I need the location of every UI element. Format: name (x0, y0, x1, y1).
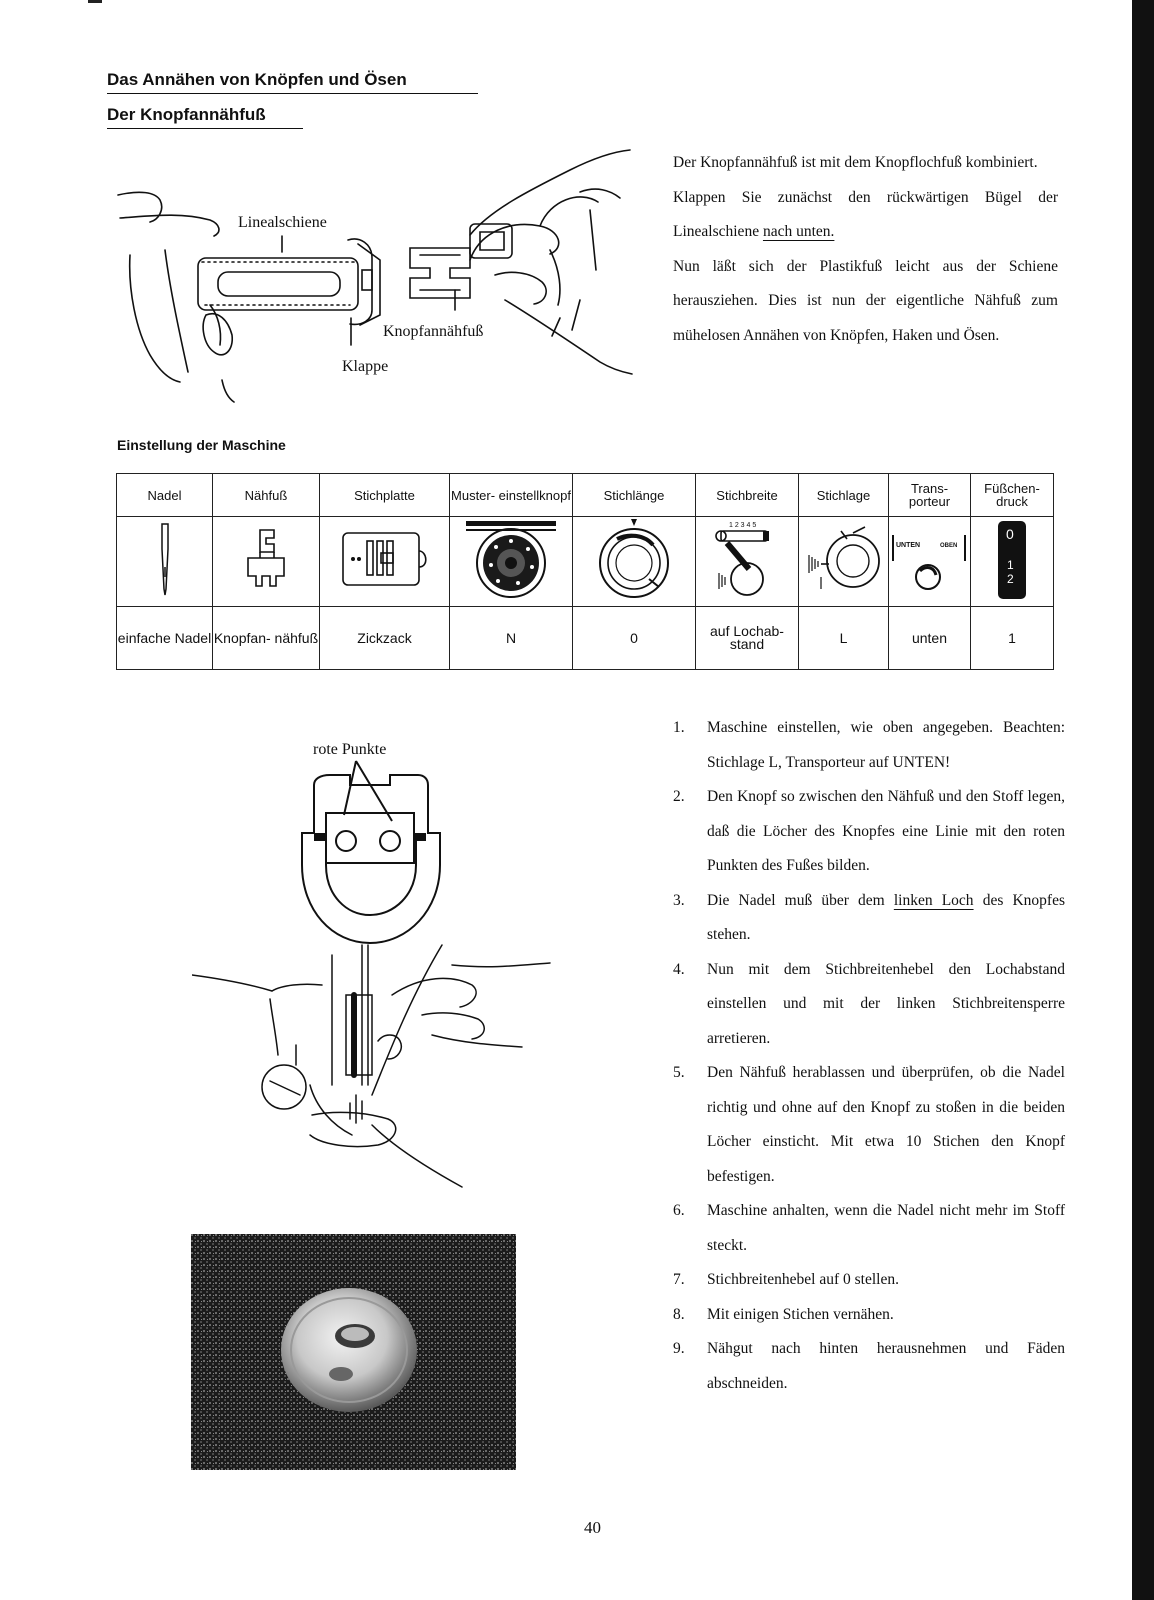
table-cell (450, 517, 573, 607)
step-text: des Knopfes stehen. (707, 891, 1065, 943)
step-number: 7. (673, 1271, 685, 1288)
column-header: Trans- porteur (889, 474, 971, 517)
list-item (673, 1332, 1065, 1401)
pressure-mark-0: 0 (1006, 526, 1014, 542)
step-number: 1. (673, 719, 685, 736)
scan-edge-bar (1132, 0, 1154, 1600)
pattern-dial-icon (456, 517, 566, 601)
sewing-button-illustration (192, 935, 552, 1190)
needle-plate-icon (337, 527, 433, 591)
machine-settings-table (116, 473, 1054, 670)
step-text: Maschine anhalten, wenn die Nadel nicht mehr im Stoff steckt. (707, 1202, 1065, 1254)
table-cell: L (799, 607, 889, 670)
red-points-label: rote Punkte (313, 741, 387, 758)
presser-foot-icon (236, 524, 296, 594)
step-number: 8. (673, 1305, 685, 1323)
table-cell: Knopfan- nähfuß (213, 607, 320, 670)
width-scale: 1 2 3 4 5 (729, 522, 757, 529)
intro-paragraph: Der Knopfannähfuß ist mit dem Knopflochfuß kombiniert. (673, 154, 1038, 171)
feed-up-label: OBEN (939, 543, 957, 549)
intro-paragraph (673, 181, 1058, 250)
list-item (673, 1298, 1065, 1333)
table-cell (889, 517, 971, 607)
intro-paragraph: Nun läßt sich der Plastikfuß leicht aus der Schiene herausziehen. Dies ist nun der eigentliche Nähfuß zum mühelosen Annähen von Knöpfen, Haken und Ösen. (673, 257, 1058, 344)
table-cell: Zickzack (320, 607, 450, 670)
intro-text (673, 146, 1058, 353)
page-number: 40 (584, 1518, 601, 1537)
flap-label: Klappe (342, 358, 389, 375)
step-number: 5. (673, 1064, 685, 1081)
foot-label: Knopfannähfuß (383, 323, 484, 340)
column-header: Stichplatte (320, 474, 450, 517)
step-text: Den Nähfuß herablassen und überprüfen, ob die Nadel richtig und ohne auf den Knopf zu stoßen in die beiden Löcher einsticht. Mit etwa 10 Stichen den Knopf befestigen. (707, 1064, 1065, 1185)
feed-down-label: UNTEN (895, 542, 920, 549)
column-header: Stichlage (799, 474, 889, 517)
rail-and-foot-illustration (110, 140, 640, 410)
list-item (673, 1194, 1065, 1263)
settings-heading: Einstellung der Maschine (117, 437, 286, 453)
rail-label: Linealschiene (238, 214, 327, 231)
step-number: 3. (673, 891, 685, 909)
column-header: Nähfuß (213, 474, 320, 517)
table-cell: N (450, 607, 573, 670)
table-cell (320, 517, 450, 607)
table-cell (573, 517, 696, 607)
table-cell (799, 517, 889, 607)
pressure-mark-2: 2 (1007, 572, 1014, 586)
table-cell: unten (889, 607, 971, 670)
instruction-list (673, 711, 1065, 1401)
table-cell: 0 (573, 607, 696, 670)
stitch-width-lever-icon (697, 517, 797, 601)
step-text: Nun mit dem Stichbreitenhebel den Lochabstand einstellen und mit der linken Stichbreitensperre arretieren. (707, 960, 1065, 1047)
table-icon-row (117, 517, 1054, 607)
column-header: Nadel (117, 474, 213, 517)
step-number: 4. (673, 960, 685, 978)
corner-mark (88, 0, 102, 3)
step-text: Nähgut nach hinten herausnehmen und Fäden abschneiden. (707, 1340, 1065, 1392)
stitch-length-dial-icon (589, 517, 679, 601)
step-number: 9. (673, 1340, 685, 1357)
list-item (673, 711, 1065, 780)
intro-text-segment: Klappen Sie zunächst den rückwärtigen Bügel der Linealschiene (673, 188, 1058, 240)
list-item (673, 953, 1065, 1057)
step-text: Stichbreitenhebel auf 0 stellen. (707, 1271, 899, 1288)
step-emphasis: linken Loch (893, 891, 974, 909)
page-title: Das Annähen von Knöpfen und Ösen (107, 70, 478, 94)
column-header: Füßchen- druck (971, 474, 1054, 517)
step-number: 2. (673, 788, 685, 805)
step-text: Maschine einstellen, wie oben angegeben. Beachten: Stichlage L, Transporteur auf UNTEN! (707, 719, 1065, 771)
intro-emphasis: nach unten. (762, 223, 835, 240)
table-header-row (117, 474, 1054, 517)
button-foot-diagram (290, 735, 460, 960)
table-cell: einfache Nadel (117, 607, 213, 670)
pressure-dial-icon (992, 517, 1032, 601)
list-item (673, 780, 1065, 884)
list-item (673, 1056, 1065, 1194)
step-text: Die Nadel muß über dem (707, 891, 894, 909)
table-value-row (117, 607, 1054, 670)
table-cell (971, 517, 1054, 607)
column-header: Muster- einstellknopf (450, 474, 573, 517)
table-cell (117, 517, 213, 607)
button-photo (191, 1234, 516, 1470)
needle-icon (150, 519, 180, 599)
section-title: Der Knopfannähfuß (107, 105, 303, 129)
list-item (673, 884, 1065, 953)
step-number: 6. (673, 1202, 685, 1219)
table-cell (696, 517, 799, 607)
step-text: Mit einigen Stichen vernähen. (707, 1305, 894, 1323)
feed-dog-knob-icon (890, 517, 970, 601)
list-item (673, 1263, 1065, 1298)
column-header: Stichlänge (573, 474, 696, 517)
step-text: Den Knopf so zwischen den Nähfuß und den Stoff legen, daß die Löcher des Knopfes eine Linie mit den roten Punkten des Fußes bilden. (707, 788, 1065, 874)
table-cell (213, 517, 320, 607)
needle-position-dial-icon (801, 517, 887, 601)
pressure-mark-1: 1 (1007, 558, 1014, 572)
table-cell: 1 (971, 607, 1054, 670)
column-header: Stichbreite (696, 474, 799, 517)
table-cell: auf Lochab- stand (696, 607, 799, 670)
